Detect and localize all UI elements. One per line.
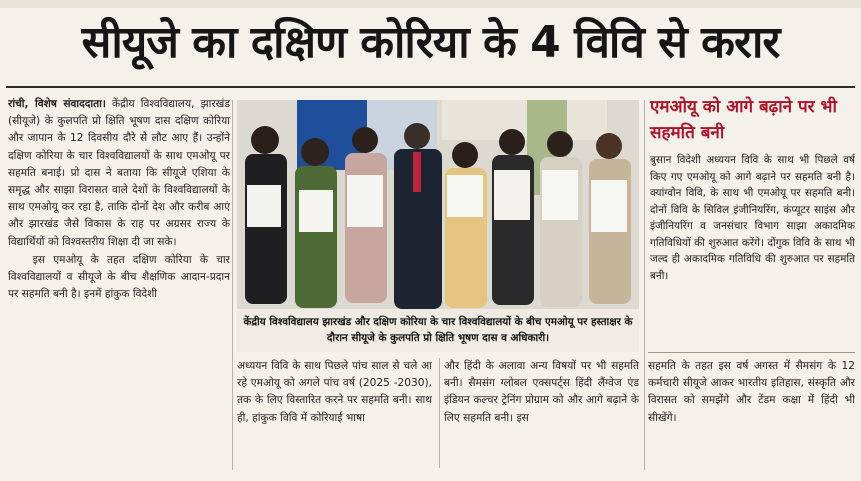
column-divider xyxy=(644,100,645,470)
sidebar-heading: एमओयू को आगे बढ़ाने पर भी सहमति बनी xyxy=(650,97,837,143)
article-paragraph-4: और हिंदी के अलावा अन्य विषयों पर भी सहमति बनी। सैमसंग ग्लोबल एक्सपर्ट्स हिंदी लैंग्वेज एंड इंडियन कल्चर ट्रेनिंग प्रोग्राम को और आगे बढ़ाने के लिए सहमति बनी। इस xyxy=(444,360,639,424)
article-paragraph-1: केंद्रीय विश्वविद्यालय, झारखंड (सीयूजे) के कुलपति प्रो क्षिति भूषण दास दक्षिण कोरिया और जापान के 12 दिवसीय दौरे से लौट आए हैं। उन्होंने दक्षिण कोरिया के चार विश्वविद्यालयों के साथ एमओयू पर सहमति बनाई। प्रो दास ने बताया कि सीयूजे एशिया के समृद्ध और साझा विरासत वाले देशों के विश्वविद्यालयों के साथ एमओयू कर रहा है, ताकि दोनों देश और करीब आएं और झारखंड जैसे विकास के राह पर अग्रसर राज्य के विद्यार्थियों को विश्वस्तरीय शिक्षा दी जा सके। xyxy=(8,98,230,248)
page-top-strip xyxy=(0,0,861,8)
sidebar-body: बुसान विदेशी अध्ययन विवि के साथ भी पिछले वर्ष किए गए एमओयू को आगे बढ़ाने पर सहमति बनी है। क्यांग्वोन विवि, के साथ भी एमओयू पर सहमति बनी। दोनों विवि के सिविल इंजीनियरिंग, कंप्यूटर साइंस और इंजीनियरिंग व जनसंचार विभाग साझा अकादमिक गतिविधियों की शुरुआत करेंगे। दोंगुक विवि के साथ भी जल्द ही अकादमिक गतिविधि की शुरुआत पर सहमति बनी। xyxy=(650,154,855,282)
article-column-4 xyxy=(648,358,855,468)
article-paragraph-2: इस एमओयू के तहत दक्षिण कोरिया के चार विश्वविद्यालयों व सीयूजे के बीच शैक्षणिक आदान-प्रदान पर सहमति बनी है। इनमें हांकुक विदेशी xyxy=(8,253,230,301)
headline: सीयूजे का दक्षिण कोरिया के 4 विवि से करार xyxy=(81,17,780,68)
article-paragraph-5: सहमति के तहत इस वर्ष अगस्त में सैमसंग के 12 कर्मचारी सीयूजे आकर भारतीय इतिहास, संस्कृति और विरासत को समझेंगे और टेंडम कक्षा में हिंदी भी सीखेंगे। xyxy=(648,360,855,424)
sidebar-rule xyxy=(648,352,855,353)
article-column-2 xyxy=(237,358,432,468)
column-divider xyxy=(232,100,233,470)
article-paragraph-3: अध्ययन विवि के साथ पिछले पांच साल से चले आ रहे एमओयू को अगले पांच वर्ष (2025 -2030), तक के लिए विस्तारित करने पर सहमति बनी। साथ ही, हांकुक विवि में कोरियाई भाषा xyxy=(237,360,432,424)
photo-caption: केंद्रीय विश्वविद्यालय झारखंड और दक्षिण कोरिया के चार विश्वविद्यालयों के बीच एमओयू पर हस्ताक्षर के दौरान सीयूजे के कुलपति प्रो क्षिति भूषण दास व अधिकारी। xyxy=(237,309,639,352)
article-column-3 xyxy=(444,358,639,468)
dateline: रांची, विशेष संवाददाता। xyxy=(8,98,106,110)
headline-rule xyxy=(6,86,855,88)
article-column-1 xyxy=(8,96,230,468)
column-divider xyxy=(439,358,440,468)
